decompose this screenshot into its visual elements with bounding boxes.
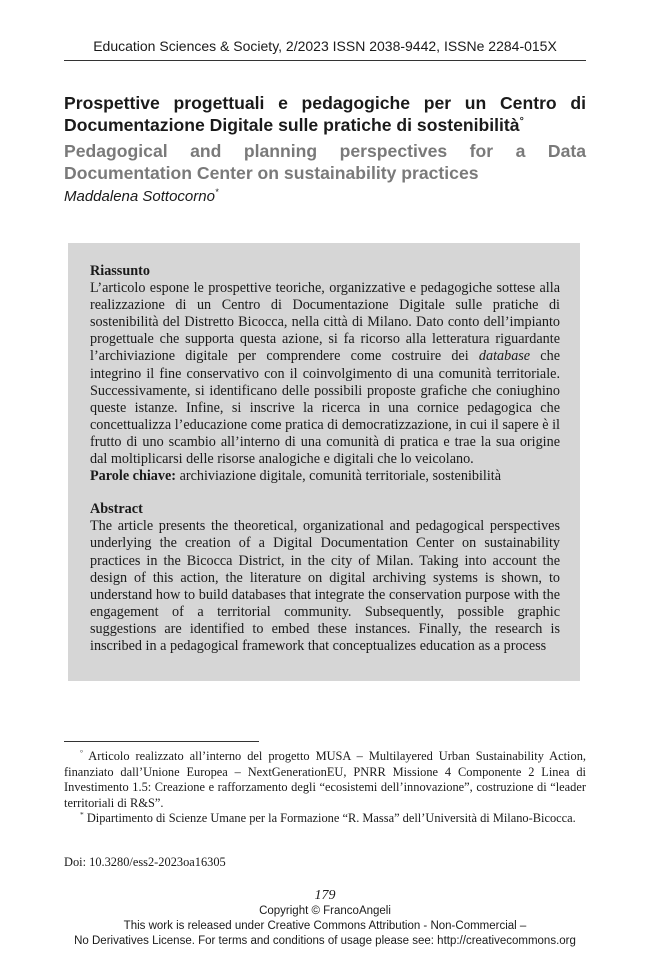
page-number: 179 bbox=[314, 888, 336, 903]
journal-header: Education Sciences & Society, 2/2023 ISSN 2038-9442, ISSNe 2284-015X bbox=[93, 38, 557, 54]
article-title-italian bbox=[64, 92, 586, 136]
author-text: Maddalena Sottocorno bbox=[64, 188, 215, 205]
title-english-line1: Pedagogical and planning perspectives for a Data bbox=[64, 141, 586, 161]
title-italian-text: Prospettive progettuali e pedagogiche per un Centro di Documentazione Digitale sulle pratiche di sostenibilità bbox=[64, 93, 586, 135]
footnotes bbox=[64, 749, 586, 827]
footnote-2 bbox=[64, 811, 586, 827]
footnote-1 bbox=[64, 749, 586, 811]
footnote-1-text: Articolo realizzato all’interno del progetto MUSA – Multilayered Urban Sustainability Action, finanziato dall’Unione Europea – NextGenerationEU, PNRR Missione 4 Componente 2 Linea di Investimento 1.5: Creazione e rafforzamento degli “ecosistemi dell’innovazione”, costruzione di “leader territoriali di R&S”. bbox=[64, 749, 586, 810]
license-line1: This work is released under Creative Commons Attribution - Non-Commercial – bbox=[123, 920, 527, 932]
footnote-2-text: Dipartimento di Scienze Umane per la Formazione “R. Massa” dell’Università di Milano-Bicocca. bbox=[83, 811, 576, 826]
riassunto-text bbox=[90, 280, 560, 468]
footnote-divider bbox=[64, 741, 259, 742]
abstract-text: The article presents the theoretical, organizational and pedagogical perspectives underlying the creation of a Digital Documentation Center on sustainability practices in the Bicocca District, in the city of Milan. Taking into account the design of this action, the literature on digital archiving systems is shown, to understand how to build databases that integrate the conservation purpose with the engagement of a territorial community. Subsequently, possible graphic suggestions are identified to embed these instances. Finally, the research is inscribed in a pedagogical framework that conceptualizes education as a process bbox=[90, 518, 560, 654]
license-line2: No Derivatives License. For terms and conditions of usage please see: http://creativecommons.org bbox=[74, 935, 576, 947]
footnote-1-mark: ° bbox=[80, 747, 83, 757]
riassunto-heading: Riassunto bbox=[90, 263, 150, 279]
footnote-2-mark: * bbox=[80, 810, 84, 820]
riassunto-text-part1: L’articolo espone le prospettive teoriche, organizzative e pedagogiche sottese alla realizzazione di un Centro di Documentazione Digitale sulle pratiche di sostenibilità del Distretto Bicocca, nella città di Milano. Dato conto dell’impianto progettuale che supporta questa azione, si fa ricorso alla letteratura riguardante l’archiviazione digitale per comprendere come costruire dei bbox=[90, 280, 560, 365]
author-footnote-mark: * bbox=[214, 187, 219, 197]
abstract-heading: Abstract bbox=[90, 501, 143, 518]
license-notice bbox=[0, 919, 650, 949]
riassunto-text-part2: che integrino il fine conservativo con il coinvolgimento di una comunità territoriale. Successivamente, si identificano delle possibili proposte grafiche che coniughino queste istanze. Infine, si inscrive la ricerca in una cornice pedagogica che concettualizza l’educazione come pratica di democratizzazione, in cui il sapere è il frutto di uno scambio all’interno di una comunità di pratica e trae la sua origine dal moltiplicarsi delle risorse analogiche e digitali che lo veicolano. bbox=[90, 348, 560, 468]
author-name bbox=[64, 187, 586, 206]
title-english-line2: Documentation Center on sustainability practices bbox=[64, 163, 479, 183]
header-divider bbox=[64, 60, 586, 61]
title-footnote-mark: ° bbox=[519, 115, 524, 128]
keywords-line bbox=[90, 468, 560, 485]
abstract-content bbox=[90, 263, 560, 655]
keywords-label: Parole chiave: bbox=[90, 468, 177, 485]
riassunto-text-italic: database bbox=[478, 348, 531, 365]
keywords-text: archiviazione digitale, comunità territoriale, sostenibilità bbox=[176, 468, 502, 485]
copyright-notice: Copyright © FrancoAngeli bbox=[259, 905, 391, 917]
article-title-english bbox=[64, 140, 586, 184]
doi-line: Doi: 10.3280/ess2-2023oa16305 bbox=[64, 855, 226, 869]
abstract-box bbox=[68, 243, 580, 681]
